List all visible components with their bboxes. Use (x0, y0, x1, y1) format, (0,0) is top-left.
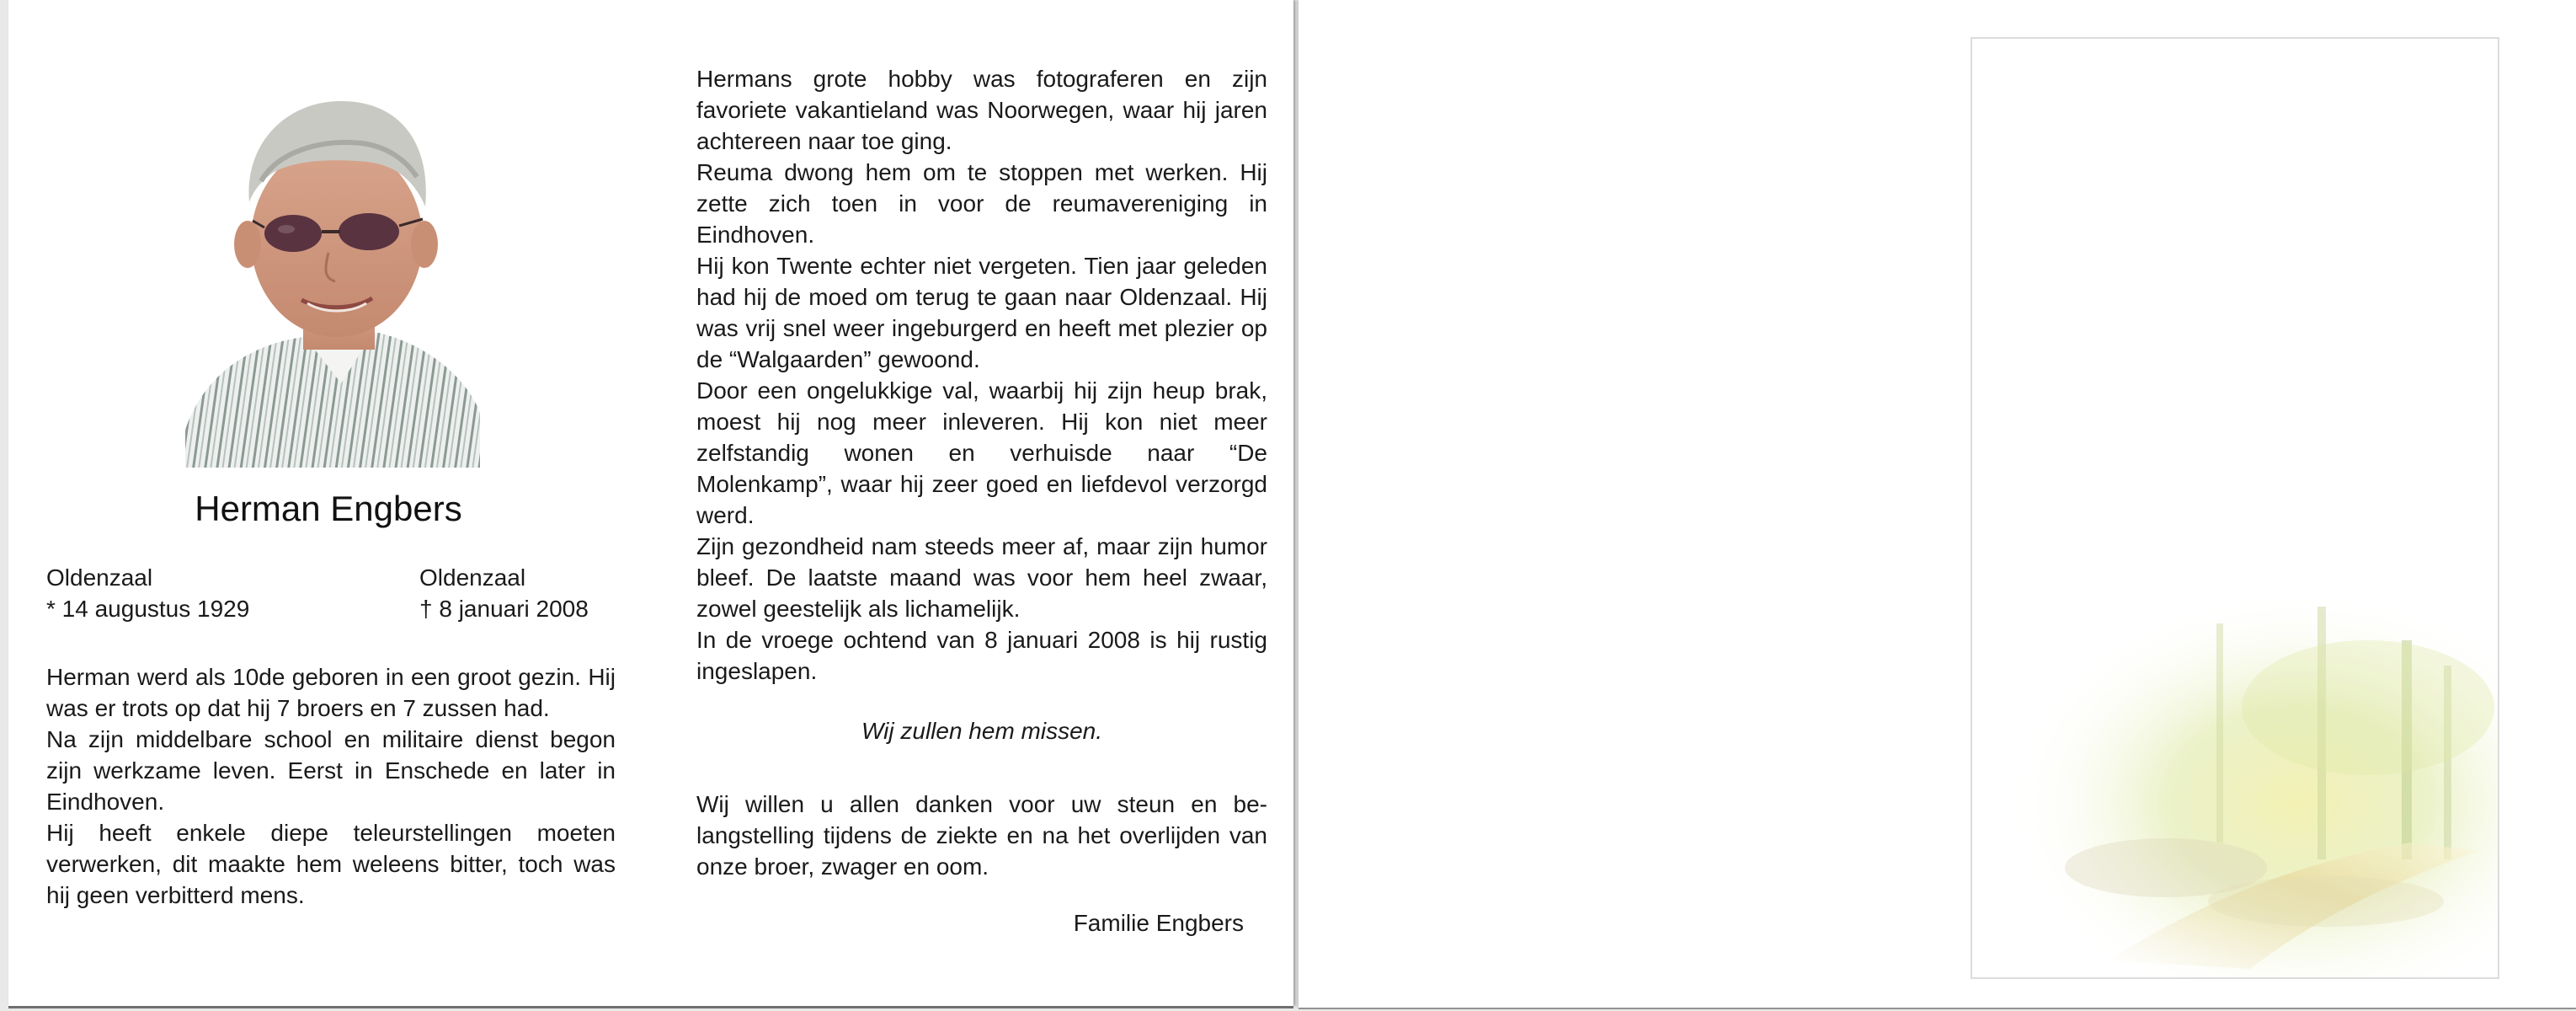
biography-paragraph: Door een ongelukkige val, waarbij hij zijn heup brak, moest hij nog meer inleveren. Hij kon niet meer zelfstandig wonen en verhuisde naar “De Molenkamp”, waar hij zeer goed en liefdevol verzorgd werd. (696, 377, 1267, 528)
birth-place: Oldenzaal (46, 564, 153, 591)
death-place: Oldenzaal (419, 564, 526, 591)
biography-paragraph: Na zijn middelbare school en militaire dienst begon zijn werkzame leven. Eerst in Enschede en later in Eindhoven. (46, 726, 616, 815)
death-date: † 8 januari 2008 (419, 596, 589, 622)
family-signature: Familie Engbers (1073, 910, 1244, 936)
thanks-paragraph: Wij willen u allen danken voor uw steun en be-langstelling tijdens de ziekte en na het overlijden van onze broer, zwager en oom. (696, 791, 1267, 880)
memorial-card-left-page (8, 0, 1293, 1006)
deceased-name: Herman Engbers (195, 489, 462, 528)
biography-paragraph: Zijn gezondheid nam steeds meer af, maar zijn humor bleef. De laatste maand was voor hem heel zwaar, zowel geestelijk als lichamelijk. (696, 533, 1267, 622)
biography-right-column (696, 63, 1267, 687)
forest-path-image (1972, 590, 2498, 977)
we-will-miss-him-line: Wij zullen hem missen. (861, 718, 1103, 744)
biography-paragraph: Reuma dwong hem om te stoppen met werken. Hij zette zich toen in voor de reumavereniging in Eindhoven. (696, 159, 1267, 248)
biography-paragraph: Hij kon Twente echter niet vergeten. Tien jaar geleden had hij de moed om terug te gaan naar Oldenzaal. Hij was vrij snel weer ingeburgerd en heeft met plezier op de “Walgaarden” gewoond. (696, 253, 1267, 372)
decorative-frame (1971, 37, 2499, 979)
biography-left-column (46, 661, 616, 911)
biography-paragraph: Herman werd als 10de geboren in een groot gezin. Hij was er trots op dat hij 7 broers en 7 zussen had. (46, 664, 616, 721)
memorial-card-right-page (1299, 0, 2576, 1008)
biography-paragraph: Hij heeft enkele diepe teleurstellingen moeten verwerken, dit maakte hem weleens bitter, toch was hij geen verbitterd mens. (46, 820, 616, 908)
portrait-photo (185, 93, 480, 468)
birth-date: * 14 augustus 1929 (46, 596, 250, 622)
biography-paragraph: Hermans grote hobby was fotograferen en zijn favoriete vakantieland was Noorwegen, waar hij jaren achtereen naar toe ging. (696, 66, 1267, 154)
biography-paragraph: In de vroege ochtend van 8 januari 2008 is hij rustig ingeslapen. (696, 627, 1267, 684)
